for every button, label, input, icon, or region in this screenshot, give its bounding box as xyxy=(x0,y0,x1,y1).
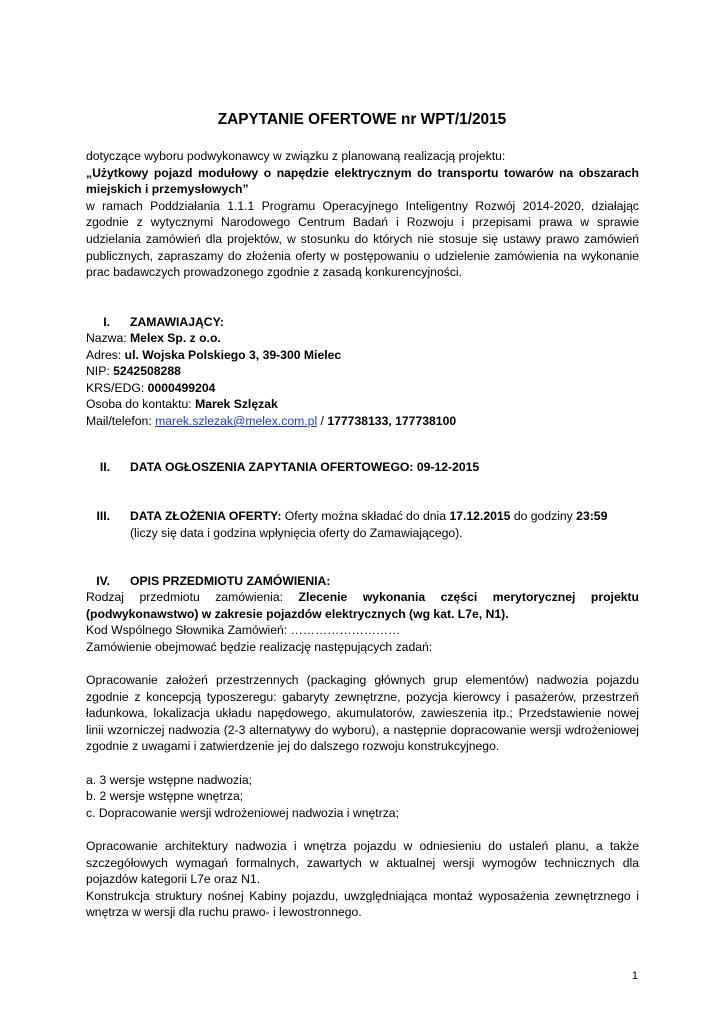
order-description xyxy=(86,589,639,921)
cpv-code-line: Kod Wspólnego Słownika Zamówień: ……………………… xyxy=(86,623,401,638)
deadline-text: Oferty można składać do dnia xyxy=(281,509,450,523)
task-paragraph-3: Konstrukcja struktury nośnej Kabiny pojazdu, uwzględniająca montaż wyposażenia zewnętrznego i wnętrza w wersji dla ruchu prawo- i lewostronnego. xyxy=(86,888,639,920)
deadline-hour-text: do godziny xyxy=(510,509,577,523)
krs-row xyxy=(86,380,639,397)
project-title: „Użytkowy pojazd modułowy o napędzie elektrycznym do transportu towarów na obszarach miejskich i przemysłowych” xyxy=(86,165,639,197)
section-4-heading: OPIS PRZEDMIOTU ZAMÓWIENIA: xyxy=(130,574,331,588)
section-3-content xyxy=(130,508,640,541)
deadline-time: 23:59 xyxy=(576,509,608,523)
mail-row xyxy=(86,413,639,430)
address-row xyxy=(86,347,639,364)
email-link[interactable]: marek.szlezak@melex.com.pl xyxy=(155,413,318,428)
mail-label: Mail/telefon: xyxy=(86,413,156,428)
list-item: b. 2 wersje wstępne wnętrza; xyxy=(86,789,244,804)
contractor-details xyxy=(86,330,639,430)
section-1-heading: ZAMAWIAJĄCY: xyxy=(130,315,224,329)
order-kind xyxy=(86,589,639,622)
krs-value: 0000499204 xyxy=(147,380,216,395)
document-title: ZAPYTANIE OFERTOWE nr WPT/1/2015 xyxy=(217,111,507,128)
phone-value: 177738133, 177738100 xyxy=(327,413,457,428)
list-item: a. 3 wersje wstępne nadwozia; xyxy=(86,772,252,787)
nip-label: NIP: xyxy=(86,364,114,379)
name-row xyxy=(86,330,639,347)
order-kind-label: Rodzaj przedmiotu zamówienia: xyxy=(86,590,299,604)
phone-separator: / xyxy=(317,413,328,428)
contact-label: Osoba do kontaktu: xyxy=(86,397,196,412)
intro-line: dotyczące wyboru podwykonawcy w związku z planowaną realizacją projektu: xyxy=(86,149,506,163)
intro-block xyxy=(86,148,639,281)
task-paragraph-1: Opracowanie założeń przestrzennych (packaging głównych grup elementów) nadwozia pojazdu zgodnie z koncepcją typoszeregu: gabaryty zewnętrzne, pozycja kierowcy i pasażerów, przestrzeń ładunkowa, lokalizacja układu napędowego, akumulatorów, zawieszenia itp.; Przedstawienie nowej linii wzorniczej nadwozia (2-3 alternatywy do wyboru), a następnie dopracowanie wersji wdrożeniowej zgodnie z uwagami i zatwierdzenie jej do dalszego rozwoju konstrukcyjnego. xyxy=(86,672,639,754)
contact-value: Marek Szlęzak xyxy=(195,397,278,412)
contact-row xyxy=(86,396,639,413)
section-3-number: III. xyxy=(96,509,110,523)
name-label: Nazwa: xyxy=(86,331,131,345)
nip-row xyxy=(86,363,639,380)
task-paragraph-2: Opracowanie architektury nadwozia i wnętrza pojazdu w odniesieniu do ustaleń planu, a także szczegółowych wymagań formalnych, zawartych w aktualnej wersji wymogów technicznych dla pojazdów kategorii L7e oraz N1. xyxy=(86,838,639,887)
intro-body: w ramach Poddziałania 1.1.1 Programu Operacyjnego Inteligentny Rozwój 2014-2020, działając zgodnie z wytycznymi Narodowego Centrum Badań i Rozwoju i przepisami prawa w sprawie udzielania zamówień dla projektów, w stosunku do których nie stosuje się ustawy prawo zamówień publicznych, zapraszamy do złożenia oferty w postępowaniu o udzielenie zamówienia na wykonanie prac badawczych prowadzonego zgodnie z zasadą konkurencyjności. xyxy=(86,198,639,280)
section-1-number: I. xyxy=(103,315,110,329)
offer-deadline xyxy=(130,508,640,525)
section-4-number: IV. xyxy=(96,574,110,588)
page-number: 1 xyxy=(631,970,638,982)
section-2-heading: DATA OGŁOSZENIA ZAPYTANIA OFERTOWEGO: 09-12-2015 xyxy=(130,460,480,474)
krs-label: KRS/EDG: xyxy=(86,380,148,395)
section-3-heading: DATA ZŁOŻENIA OFERTY: xyxy=(130,509,282,523)
nip-value: 5242508288 xyxy=(113,364,181,379)
deadline-date: 17.12.2015 xyxy=(449,509,511,523)
list-item: c. Dopracowanie wersji wdrożeniowej nadwozia i wnętrza; xyxy=(86,805,399,820)
address-label: Adres: xyxy=(86,347,125,362)
address-value: ul. Wojska Polskiego 3, 39-300 Mielec xyxy=(124,347,342,362)
name-value: Melex Sp. z o.o. xyxy=(130,331,221,345)
order-kind-value: Zlecenie wykonania części merytorycznej projektu (podwykonawstwo) w zakresie pojazdów elektrycznych (wg kat. L7e, N1). xyxy=(86,590,639,621)
deadline-note: (liczy się data i godzina wpłynięcia oferty do Zamawiającego). xyxy=(130,525,463,540)
tasks-intro: Zamówienie obejmować będzie realizację następujących zadań: xyxy=(86,639,433,654)
section-2-number: II. xyxy=(99,460,110,474)
